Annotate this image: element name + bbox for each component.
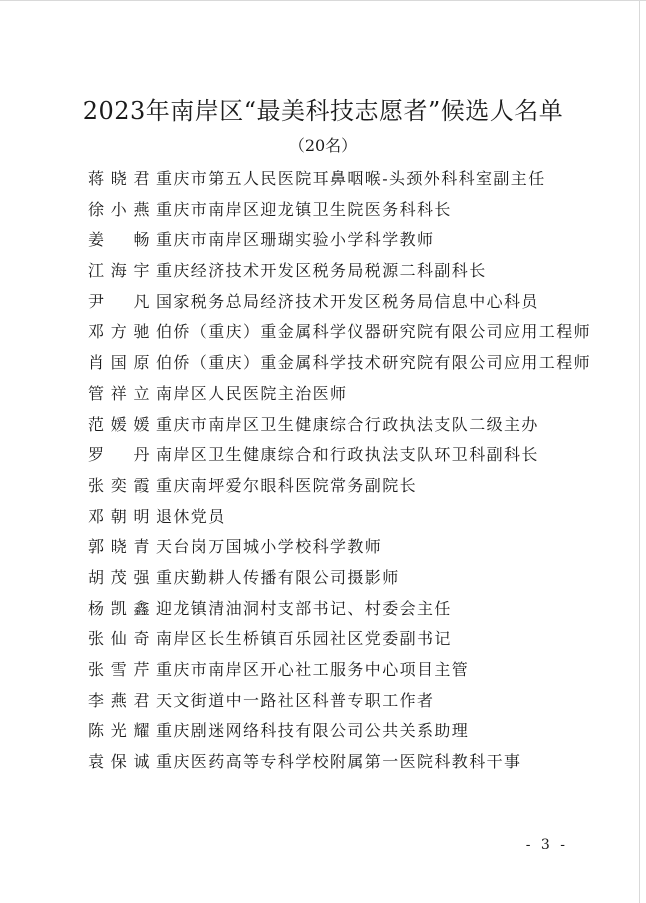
candidate-row: [88, 716, 608, 747]
candidate-unit: 重庆勤耕人传播有限公司摄影师: [156, 567, 400, 587]
candidate-row: [88, 624, 608, 655]
candidate-unit: 重庆市第五人民医院耳鼻咽喉-头颈外科科室副主任: [156, 169, 546, 188]
candidate-row: [88, 440, 608, 471]
candidate-unit: 伯侨（重庆）重金属科学技术研究院有限公司应用工程师: [156, 353, 592, 373]
candidate-row: [88, 256, 608, 287]
candidate-unit: 重庆市南岸区卫生健康综合行政执法支队二级主办: [156, 414, 539, 434]
candidate-unit: 重庆市南岸区开心社工服务中心项目主管: [156, 660, 470, 679]
candidate-name: 肖国原: [88, 353, 150, 373]
page-number: - 3 -: [525, 837, 568, 853]
candidate-name: 李燕君: [88, 690, 150, 710]
candidate-name: 张奕霞: [88, 475, 150, 495]
candidate-row: [88, 195, 608, 226]
candidate-name: 罗 丹: [88, 445, 150, 465]
candidate-name: 邓朝明: [88, 506, 150, 526]
document-title: 2023年南岸区“最美科技志愿者”候选人名单: [82, 97, 564, 125]
candidate-name: 范媛媛: [88, 414, 150, 434]
candidate-unit: 南岸区人民医院主治医师: [156, 383, 348, 403]
candidate-row: [88, 348, 608, 379]
candidate-name: 胡茂强: [88, 567, 150, 587]
candidate-row: [88, 287, 608, 318]
candidate-unit: 重庆市南岸区迎龙镇卫生院医务科科长: [156, 199, 452, 219]
candidate-unit: 迎龙镇清油洞村支部书记、村委会主任: [156, 598, 452, 618]
candidate-row: [88, 747, 608, 778]
candidate-row: [88, 655, 608, 686]
candidate-list: [88, 164, 608, 778]
candidate-row: [88, 225, 608, 256]
candidate-unit: 国家税务总局经济技术开发区税务局信息中心科员: [156, 291, 539, 311]
candidate-name: 邓方驰: [88, 322, 150, 342]
candidate-row: [88, 379, 608, 410]
candidate-name: 郭晓青: [88, 537, 150, 557]
candidate-row: [88, 410, 608, 441]
candidate-row: [88, 563, 608, 594]
candidate-unit: 南岸区卫生健康综合和行政执法支队环卫科副科长: [156, 445, 539, 465]
candidate-name: 管祥立: [88, 383, 150, 403]
candidate-name: 陈光耀: [88, 721, 150, 741]
candidate-row: [88, 164, 608, 195]
candidate-row: [88, 532, 608, 563]
candidate-unit: 重庆剧迷网络科技有限公司公共关系助理: [156, 721, 470, 741]
candidate-name: 蒋晓君: [88, 169, 150, 188]
candidate-unit: 重庆医药高等专科学校附属第一医院科教科干事: [156, 752, 522, 772]
candidate-unit: 天文街道中一路社区科普专职工作者: [156, 690, 435, 710]
candidate-unit: 退休党员: [156, 506, 226, 526]
candidate-name: 袁保诚: [88, 752, 150, 772]
candidate-row: [88, 502, 608, 533]
candidate-count: （20名）: [288, 136, 358, 155]
candidate-unit: 重庆市南岸区珊瑚实验小学科学教师: [156, 230, 435, 250]
candidate-row: [88, 471, 608, 502]
candidate-name: 徐小燕: [88, 199, 150, 219]
candidate-unit: 伯侨（重庆）重金属科学仪器研究院有限公司应用工程师: [156, 322, 592, 342]
candidate-name: 张雪芹: [88, 660, 150, 679]
candidate-name: 尹 凡: [88, 291, 150, 311]
candidate-unit: 重庆南坪爱尔眼科医院常务副院长: [156, 475, 418, 495]
candidate-name: 江海宇: [88, 261, 150, 281]
page-edge-top: [0, 0, 646, 1]
candidate-name: 杨凯鑫: [88, 598, 150, 618]
candidate-row: [88, 317, 608, 348]
candidate-unit: 南岸区长生桥镇百乐园社区党委副书记: [156, 629, 452, 649]
candidate-row: [88, 594, 608, 625]
candidate-row: [88, 686, 608, 717]
candidate-unit: 天台岗万国城小学校科学教师: [156, 537, 383, 557]
candidate-name: 姜 畅: [88, 230, 150, 250]
candidate-unit: 重庆经济技术开发区税务局税源二科副科长: [156, 261, 487, 281]
candidate-name: 张仙奇: [88, 629, 150, 649]
